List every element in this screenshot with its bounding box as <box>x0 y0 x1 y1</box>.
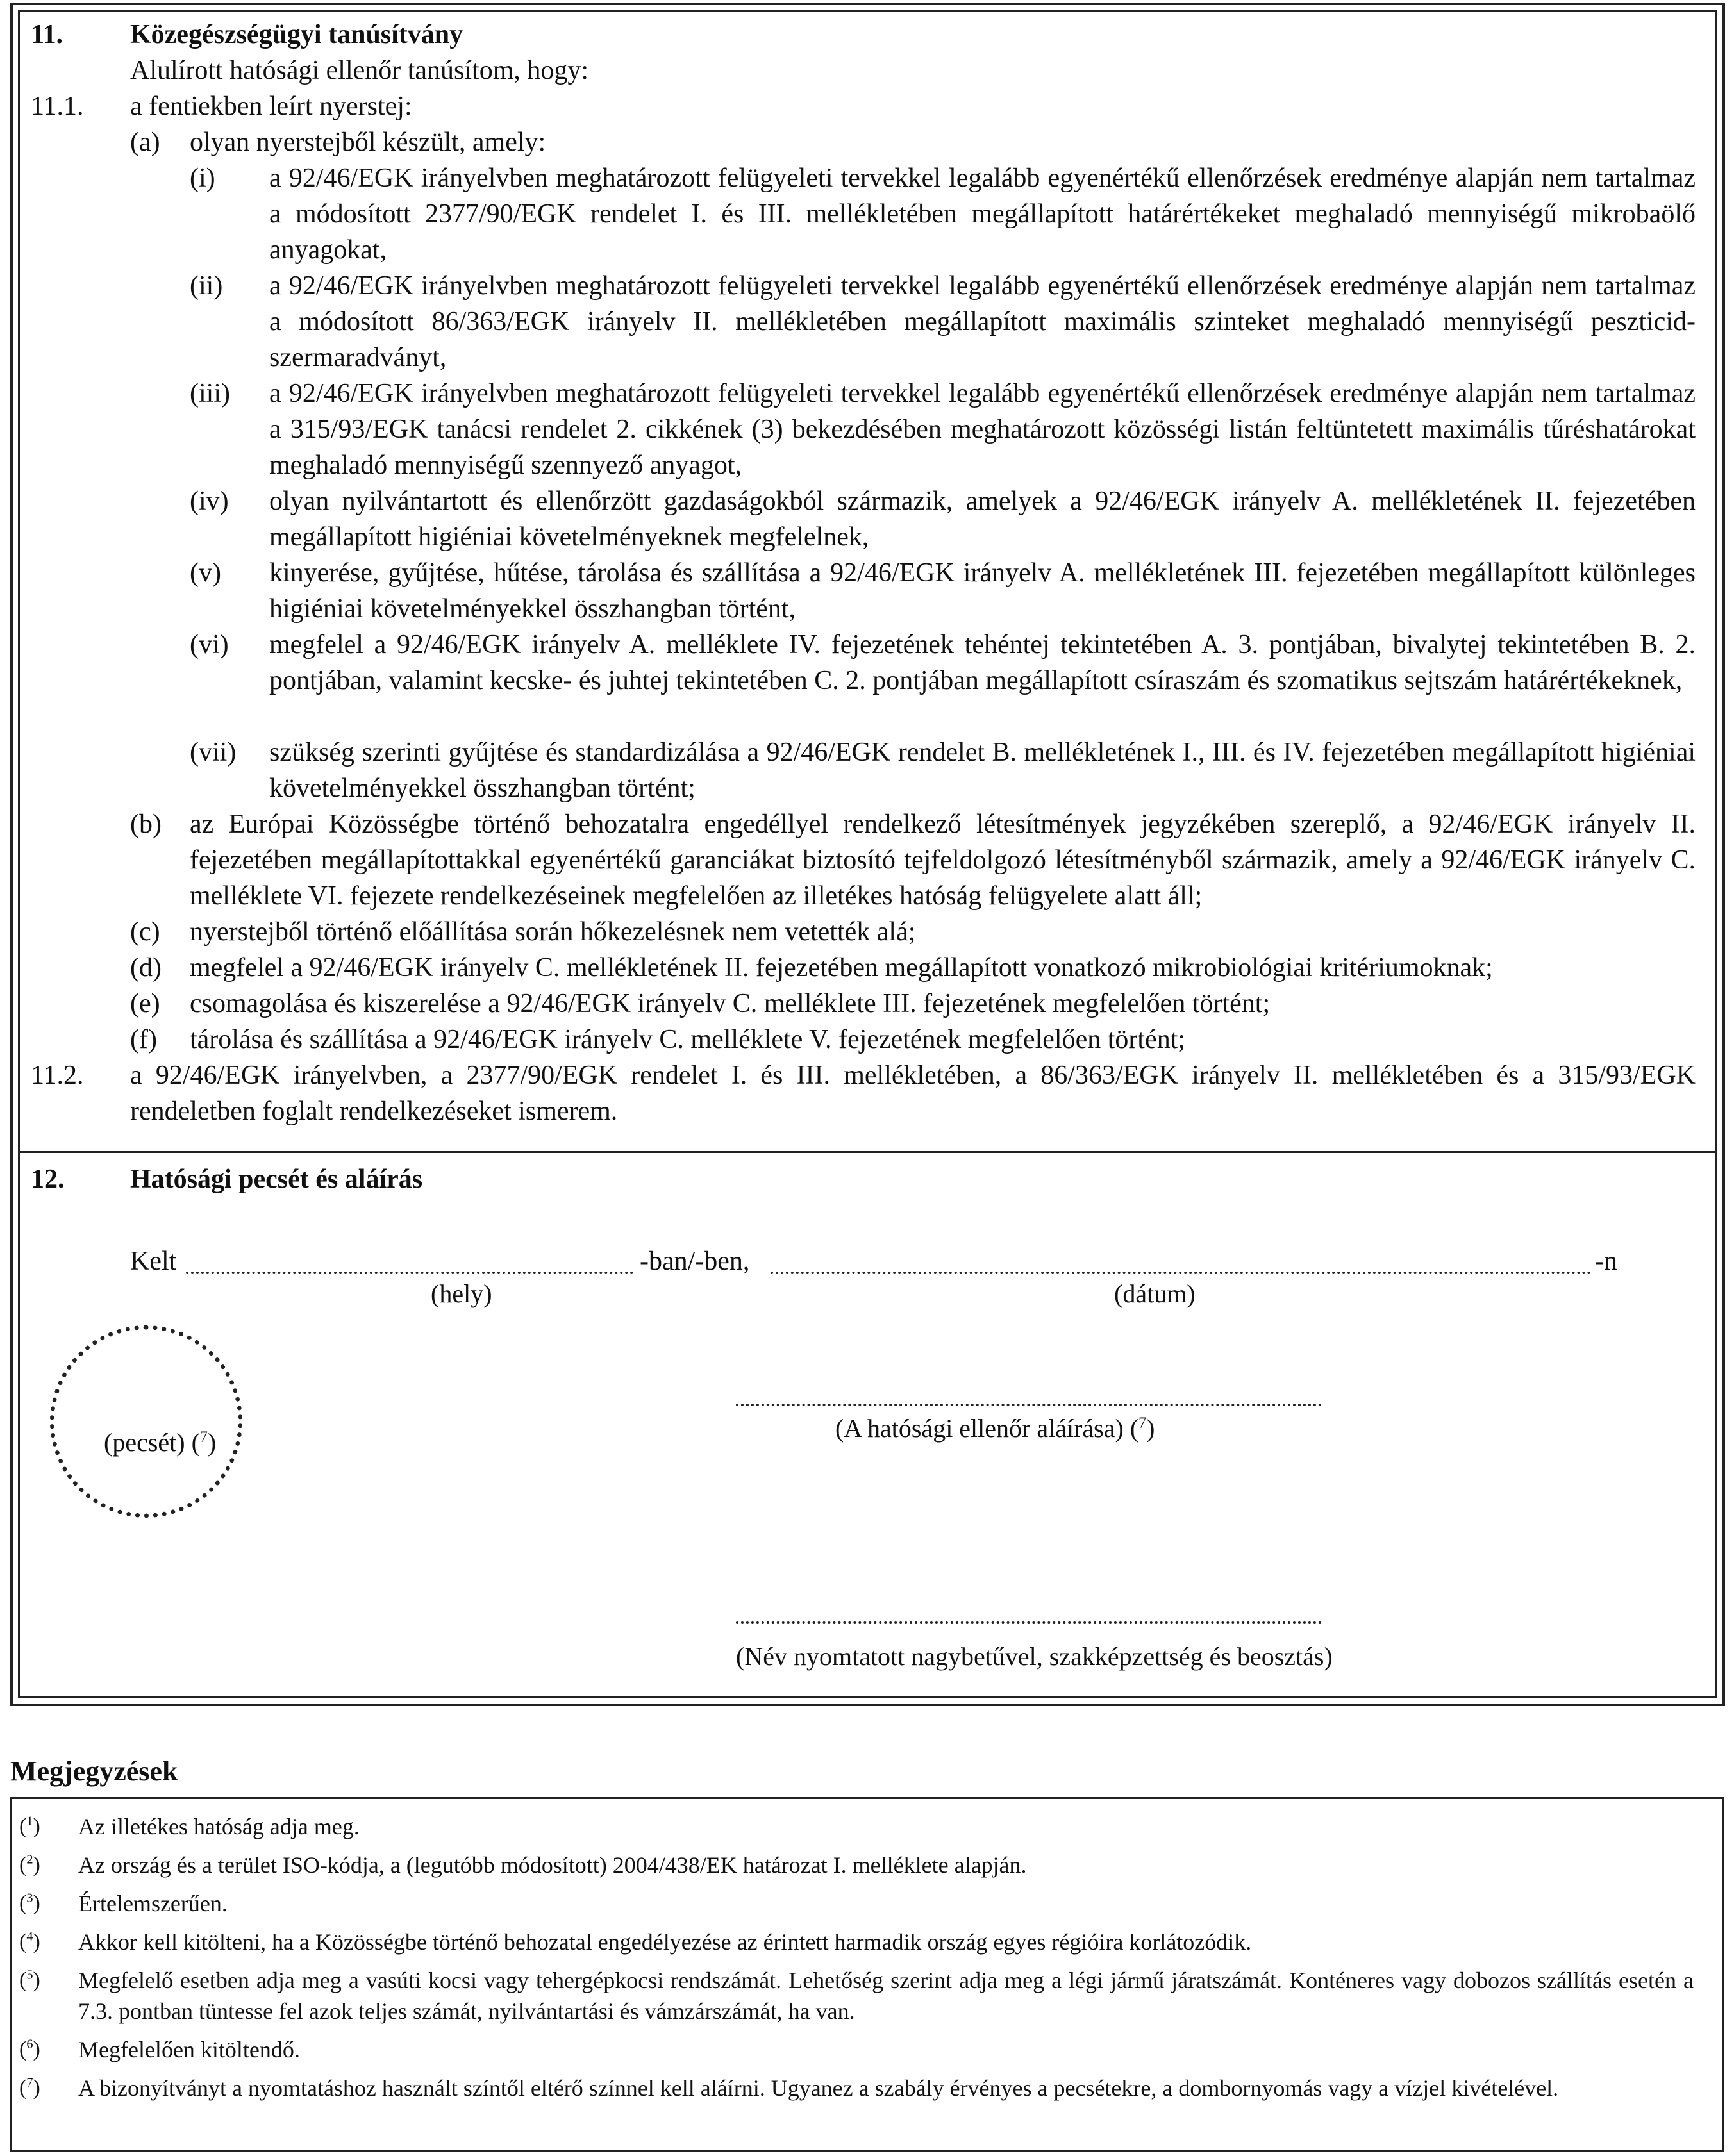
item-iii-label: (iii) <box>190 379 230 408</box>
note-3-mark: ($^3$) <box>19 1891 40 1915</box>
item-ii-label: (ii) <box>190 271 223 301</box>
item-vii-text: szükség szerinti gyűjtése és standardizálása a 92/46/EGK rendelet B. mellékletének I., III. és IV. fejezetében megállapított higiéniai követelményekkel összhangban történt; <box>269 738 1696 803</box>
note-5-text: Megfelelő esetben adja meg a vasúti kocsi vagy tehergépkocsi rendszámát. Lehetőség szerint adja meg a légi jármű járatszámát. Konténeres vagy dobozos szállítás esetén a 7.3. pontban tüntesse fel azok teljes számát, nyilvántartási és vámzárszámát, ha van. <box>78 1968 1694 2024</box>
section-11-2-number: 11.2. <box>31 1061 84 1090</box>
note-1-mark: ($^1$) <box>19 1814 40 1838</box>
item-iv-label: (iv) <box>190 486 229 516</box>
ban-ben-label: -ban/-ben, <box>640 1247 750 1276</box>
point-d-text: megfelel a 92/46/EGK irányelv C. mellékletének II. fejezetében megállapított vonatkozó mikrobiológiai kritériumoknak; <box>190 953 1493 983</box>
point-c-label: (c) <box>130 917 160 947</box>
point-d-label: (d) <box>130 953 162 983</box>
item-vi-text: megfelel a 92/46/EGK irányelv A. melléklete IV. fejezetének tehéntej tekintetében A. 3. pontjában, bivalytej tekintetében B. 2. pontjában, valamint kecske- és juhtej tekintetében C. 2. pontjában megállapított csíraszám és szomatikus sejtszám határértékeknek, <box>269 630 1696 695</box>
name-caption: (Név nyomtatott nagybetűvel, szakképzettség és beosztás) <box>736 1642 1333 1671</box>
seal-caption: (pecsét) ($^7$) <box>104 1428 217 1457</box>
section-11-intro: Alulírott hatósági ellenőr tanúsítom, hogy: <box>130 56 589 85</box>
place-dotted-line[interactable] <box>186 1272 633 1274</box>
item-iv-text: olyan nyilvántartott és ellenőrzött gazdaságokból származik, amelyek a 92/46/EGK irányelv A. mellékletének II. fejezetében megállapított higiéniai követelményeknek megfelelnek, <box>269 486 1696 552</box>
note-6-mark: ($^6$) <box>19 2037 40 2061</box>
item-vi-label: (vi) <box>190 630 229 659</box>
name-dotted-line[interactable] <box>736 1621 1322 1624</box>
note-7-mark: ($^7$) <box>19 2075 40 2100</box>
section-11-2-text: a 92/46/EGK irányelvben, a 2377/90/EGK rendelet I. és III. mellékletében, a 86/363/EGK irányelv II. mellékletében és a 315/93/EGK rendeletben foglalt rendelkezéseket ismerem. <box>130 1061 1696 1126</box>
note-2-text: Az ország és a terület ISO-kódja, a (legutóbb módosított) 2004/438/EK határozat I. melléklete alapján. <box>78 1852 1027 1878</box>
point-e-label: (e) <box>130 989 160 1018</box>
note-4-text: Akkor kell kitölteni, ha a Közösségbe történő behozatal engedélyezése az érintett harmadik ország egyes régióira korlátozódik. <box>78 1929 1252 1955</box>
note-2-mark: ($^2$) <box>19 1852 40 1877</box>
section-11-1-number: 11.1. <box>31 92 84 121</box>
section-11-number: 11. <box>31 20 63 49</box>
footnote-ref: 7 <box>1138 1414 1147 1432</box>
kelt-label: Kelt <box>130 1247 177 1276</box>
point-a-text: olyan nyerstejből készült, amely: <box>190 128 546 157</box>
place-caption: (hely) <box>431 1279 492 1308</box>
note-7-text: A bizonyítványt a nyomtatáshoz használt színtől eltérő színnel kell aláírni. Ugyanez a szabály érvényes a pecsétekre, a dombornyomás vagy a vízjel kivételével. <box>78 2075 1559 2101</box>
note-4-mark: ($^4$) <box>19 1929 40 1953</box>
section-11-1-text: a fentiekben leírt nyerstej: <box>130 92 412 121</box>
signature-caption: (A hatósági ellenőr aláírása) ($^7$) <box>835 1414 1155 1443</box>
note-5-mark: ($^5$) <box>19 1968 40 1992</box>
section-12-title: Hatósági pecsét és aláírás <box>130 1165 423 1194</box>
note-6-text: Megfelelően kitöltendő. <box>78 2037 300 2062</box>
footnote-ref: 7 <box>199 1429 208 1446</box>
item-v-label: (v) <box>190 558 221 588</box>
seal-circle <box>50 1325 242 1518</box>
notes-heading: Megjegyzések <box>10 1755 178 1787</box>
signature-dotted-line[interactable] <box>736 1404 1322 1406</box>
item-i-text: a 92/46/EGK irányelvben meghatározott felügyeleti tervekkel legalább egyenértékű ellenőrzések eredménye alapján nem tartalmaz a módosított 2377/90/EGK rendelet I. és III. mellékletében megállapított határértékeket meghaladó mennyiségű mikrobaölő anyagokat, <box>269 163 1696 265</box>
note-3-text: Értelemszerűen. <box>78 1891 228 1916</box>
point-f-label: (f) <box>130 1025 157 1054</box>
item-vii-label: (vii) <box>190 738 237 767</box>
point-b-label: (b) <box>130 809 162 839</box>
point-e-text: csomagolása és kiszerelése a 92/46/EGK irányelv C. melléklete III. fejezetének megfelelően történt; <box>190 989 1271 1018</box>
item-iii-text: a 92/46/EGK irányelvben meghatározott felügyeleti tervekkel legalább egyenértékű ellenőrzések eredménye alapján nem tartalmaz a 315/93/EGK tanácsi rendelet 2. cikkének (3) bekezdésében meghatározott közösségi listán feltüntetett maximális tűréshatárokat meghaladó mennyiségű szennyező anyagot, <box>269 379 1696 480</box>
item-ii-text: a 92/46/EGK irányelvben meghatározott felügyeleti tervekkel legalább egyenértékű ellenőrzések eredménye alapján nem tartalmaz a módosított 86/363/EGK irányelv II. mellékletében megállapított maximális szinteket meghaladó mennyiségű peszticid-szermaradványt, <box>269 271 1696 372</box>
point-c-text: nyerstejből történő előállítása során hőkezelésnek nem vetették alá; <box>190 917 916 947</box>
note-1-text: Az illetékes hatóság adja meg. <box>78 1814 360 1839</box>
section-11-title: Közegészségügyi tanúsítvány <box>130 20 463 49</box>
point-a-label: (a) <box>130 128 160 157</box>
point-f-text: tárolása és szállítása a 92/46/EGK irányelv C. melléklete V. fejezetének megfelelően történt; <box>190 1025 1186 1054</box>
section-divider <box>18 1151 1717 1153</box>
item-v-text: kinyerése, gyűjtése, hűtése, tárolása és szállítása a 92/46/EGK irányelv A. mellékletének III. fejezetében megállapított különleges higiéniai követelményekkel összhangban történt, <box>269 558 1696 624</box>
section-12-number: 12. <box>31 1165 65 1194</box>
item-i-label: (i) <box>190 163 215 193</box>
n-suffix: -n <box>1595 1247 1617 1276</box>
point-b-text: az Európai Közösségbe történő behozatalra engedéllyel rendelkező létesítmények jegyzékében szereplő, a 92/46/EGK irányelv II. fejezetében megállapítottakkal egyenértékű garanciákat biztosító tejfeldolgozó létesítményből származik, amely a 92/46/EGK irányelv C. melléklete VI. fejezete rendelkezéseinek megfelelően az illetékes hatóság felügyelete alatt áll; <box>190 809 1696 911</box>
date-dotted-line[interactable] <box>771 1272 1591 1274</box>
date-caption: (dátum) <box>1114 1279 1196 1308</box>
